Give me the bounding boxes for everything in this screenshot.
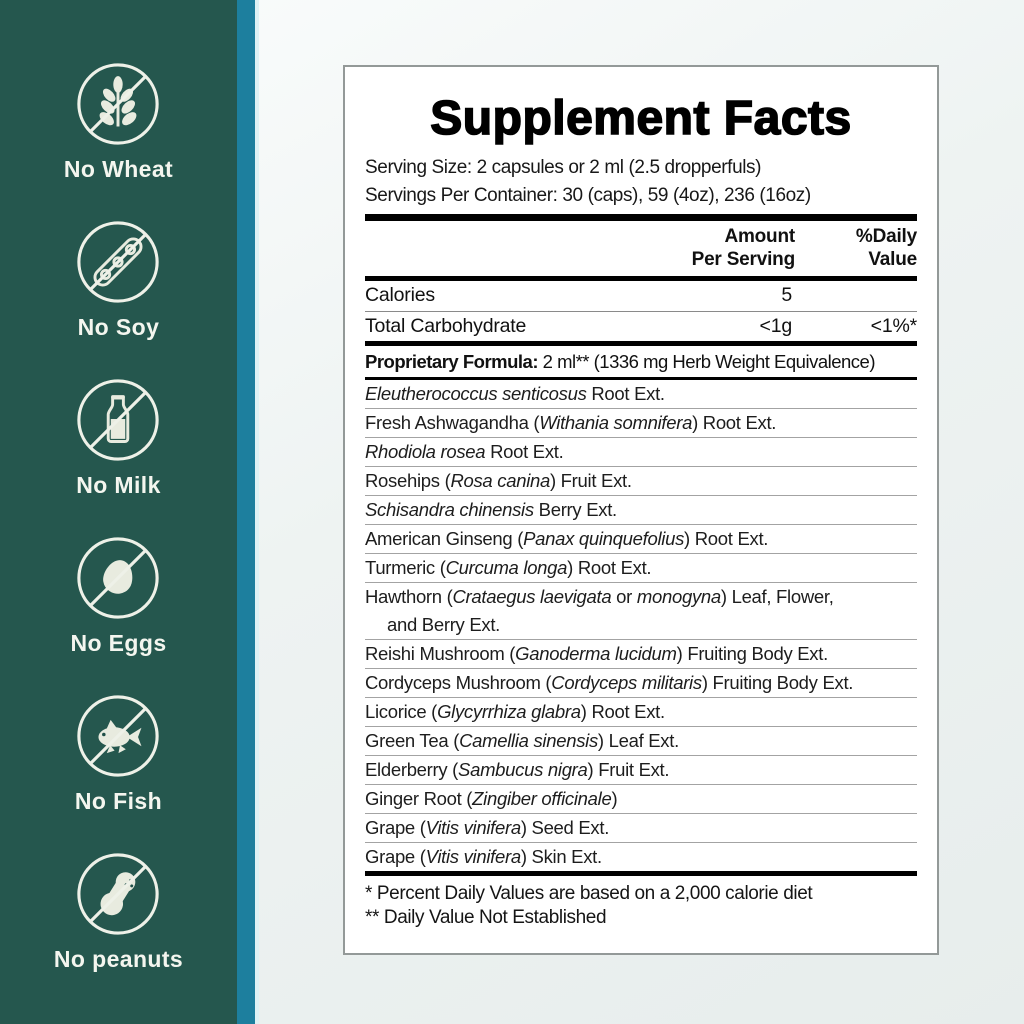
allergen-label: No Milk (76, 472, 161, 498)
allergen-item-eggs (54, 534, 183, 692)
ingredient-row (365, 843, 917, 871)
amount-header-line2: Per Serving (691, 248, 795, 270)
text-segment: ) Fruiting Body Ext. (701, 671, 854, 693)
text-segment: Sambucus nigra (458, 758, 588, 780)
footnotes (365, 876, 917, 930)
allergen-item-milk (54, 376, 183, 534)
ingredient-row (365, 554, 917, 583)
allergen-label: No Wheat (63, 156, 174, 182)
allergen-label: No peanuts (53, 946, 184, 972)
ingredient-row (365, 409, 917, 438)
dv-header-line2: Value (868, 248, 917, 270)
allergen-item-wheat (54, 60, 183, 218)
text-segment: Cordyceps militaris (551, 671, 702, 693)
text-segment: ) (611, 787, 618, 809)
ingredient-row (365, 438, 917, 467)
no-peanut-icon (74, 850, 162, 938)
text-segment: monogyna (636, 585, 721, 607)
text-segment: and Berry Ext. (387, 613, 501, 635)
text-segment: Rhodiola rosea (365, 440, 486, 462)
sidebar-items (54, 60, 183, 1008)
text-segment: 2 ml** (1336 mg Herb Weight Equivalence) (538, 350, 875, 372)
text-segment: ) Root Ext. (580, 700, 665, 722)
text-segment: Ganoderma lucidum (515, 642, 677, 664)
text-segment: ) Fruit Ext. (549, 469, 632, 491)
daily-value-header (795, 225, 917, 271)
nutrient-row (365, 281, 917, 311)
text-segment: Camellia sinensis (459, 729, 598, 751)
ingredient-row (365, 496, 917, 525)
nutrient-row (365, 311, 917, 341)
allergen-sidebar (0, 0, 237, 1024)
text-segment: Rosa canina (450, 469, 550, 491)
ingredient-row (365, 583, 917, 640)
text-segment: Licorice ( (365, 700, 438, 722)
text-segment: Fresh Ashwagandha ( (365, 411, 540, 433)
text-segment: Grape ( (365, 845, 426, 867)
text-segment: Crataegus laevigata (452, 585, 612, 607)
ingredient-row (365, 669, 917, 698)
text-segment: Elderberry ( (365, 758, 459, 780)
text-segment: Cordyceps Mushroom ( (365, 671, 552, 693)
text-segment: Schisandra chinensis (365, 498, 534, 520)
ingredient-row (365, 814, 917, 843)
footnote-line: * Percent Daily Values are based on a 2,000 calorie diet (365, 882, 813, 904)
allergen-item-soy (54, 218, 183, 376)
footnote-line: ** Daily Value Not Established (365, 906, 607, 928)
text-segment: Eleutherococcus senticosus (365, 382, 587, 404)
allergen-item-peanut (54, 850, 183, 1008)
allergen-label: No Fish (74, 788, 163, 814)
text-segment: Reishi Mushroom ( (365, 642, 516, 664)
ingredient-row (365, 698, 917, 727)
text-segment: Green Tea ( (365, 729, 460, 751)
text-segment: Vitis vinifera (425, 845, 521, 867)
text-segment: Ginger Root ( (365, 787, 473, 809)
divider-thick-top (365, 214, 917, 221)
no-wheat-icon (74, 60, 162, 148)
allergen-item-fish (54, 692, 183, 850)
text-segment: Root Ext. (586, 382, 665, 404)
text-segment: Hawthorn ( (365, 585, 453, 607)
text-segment: ) Fruit Ext. (587, 758, 670, 780)
ingredient-row (365, 525, 917, 554)
supplement-facts-panel (343, 65, 939, 955)
main-area (259, 0, 1024, 1024)
text-segment: or (611, 585, 637, 607)
text-segment: Glycyrrhiza glabra (437, 700, 581, 722)
amount-per-serving-header (365, 225, 795, 271)
text-segment: Berry Ext. (533, 498, 617, 520)
text-segment: Panax quinquefolius (523, 527, 685, 549)
text-segment: ) Leaf, Flower, (720, 585, 834, 607)
serving-size-line: Serving Size: 2 capsules or 2 ml (2.5 dropperfuls) (365, 156, 762, 178)
text-segment: Zingiber officinale (472, 787, 612, 809)
nutrient-rows (365, 281, 917, 341)
nut-amount: 5 (781, 283, 792, 306)
text-segment: ) Leaf Ext. (597, 729, 679, 751)
ingredient-rows (365, 380, 917, 871)
dv-header-line1: %Daily (855, 225, 917, 247)
column-headers (365, 221, 917, 276)
text-segment: American Ginseng ( (365, 527, 524, 549)
text-segment: ) Skin Ext. (520, 845, 602, 867)
ingredient-row (365, 467, 917, 496)
text-segment: Curcuma longa (445, 556, 568, 578)
ingredient-row (365, 785, 917, 814)
nut-amount: <1g (759, 314, 792, 337)
text-segment: Withania somnifera (539, 411, 693, 433)
no-fish-icon (74, 692, 162, 780)
panel-title: Supplement Facts (430, 92, 852, 145)
allergen-label: No Eggs (70, 630, 167, 656)
no-soy-icon (74, 218, 162, 306)
text-segment: Rosehips ( (365, 469, 451, 491)
nut-name: Total Carbohydrate (365, 314, 527, 337)
text-segment: Grape ( (365, 816, 426, 838)
no-eggs-icon (74, 534, 162, 622)
text-segment: Turmeric ( (365, 556, 446, 578)
text-segment: ) Root Ext. (567, 556, 652, 578)
nut-dv (792, 281, 917, 311)
text-segment: ) Root Ext. (692, 411, 777, 433)
ingredient-row (365, 727, 917, 756)
nut-dv: <1%* (870, 314, 917, 337)
sidebar-accent-stripe (237, 0, 255, 1024)
ingredient-row (365, 380, 917, 409)
proprietary-formula-row (365, 346, 917, 377)
text-segment: Vitis vinifera (425, 816, 521, 838)
amount-header-line1: Amount (724, 225, 795, 247)
no-milk-icon (74, 376, 162, 464)
text-segment: ) Root Ext. (684, 527, 769, 549)
text-segment: ) Fruiting Body Ext. (676, 642, 828, 664)
text-segment: Root Ext. (485, 440, 564, 462)
servings-per-container-line: Servings Per Container: 30 (caps), 59 (4oz), 236 (16oz) (365, 184, 811, 206)
nut-name: Calories (365, 283, 435, 306)
ingredient-row (365, 640, 917, 669)
text-segment: Proprietary Formula: (365, 350, 538, 372)
allergen-label: No Soy (77, 314, 160, 340)
ingredient-row (365, 756, 917, 785)
text-segment: ) Seed Ext. (520, 816, 610, 838)
